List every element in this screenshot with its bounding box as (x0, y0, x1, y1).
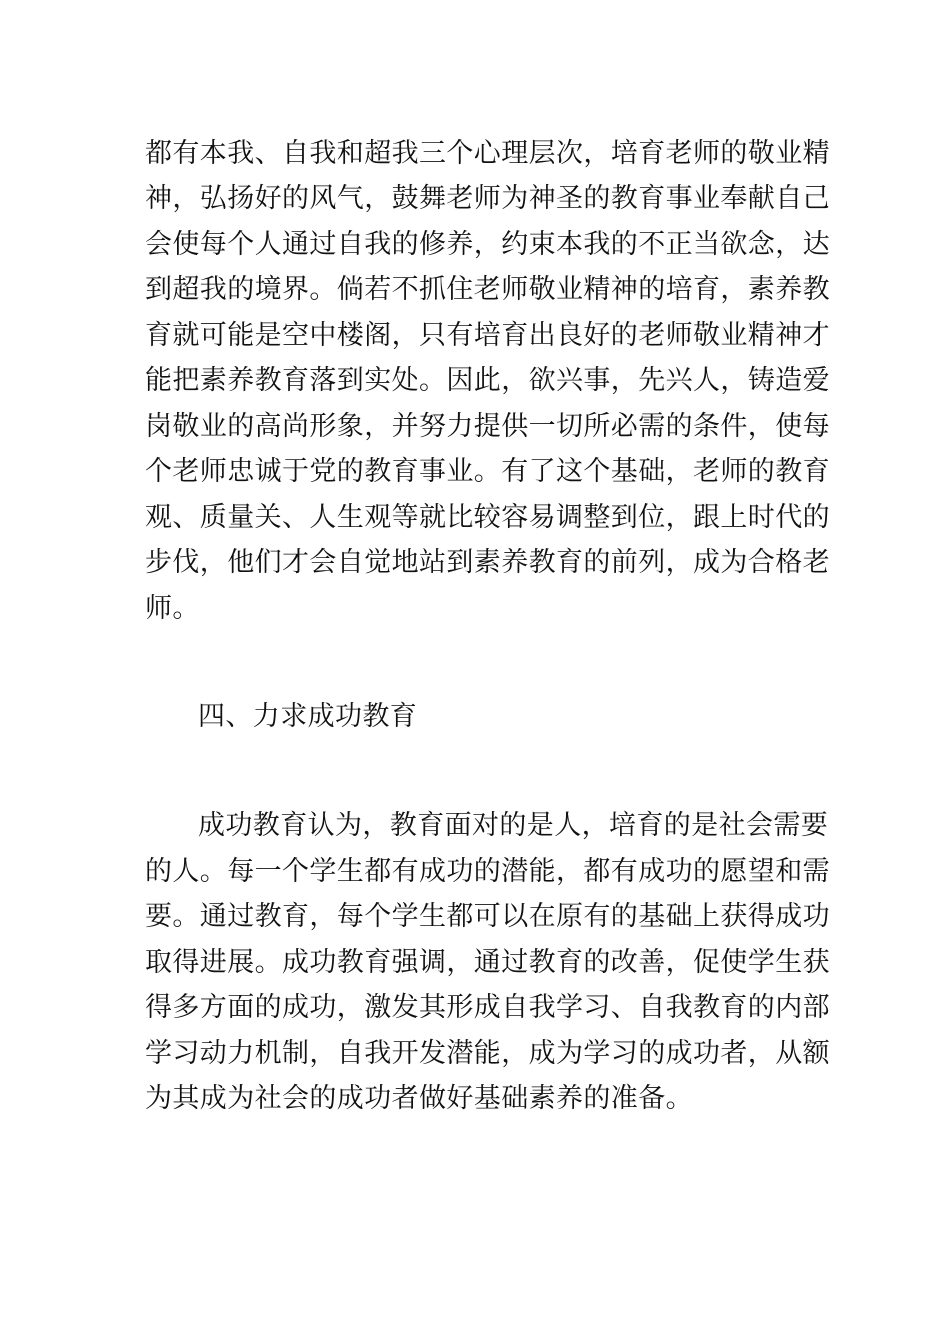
paragraph-line: 成功教育认为，教育面对的是人，培育的是社会需要 (198, 810, 829, 841)
paragraph-line: 的人。每一个学生都有成功的潜能，都有成功的愿望和需 (145, 856, 830, 887)
paragraph-line: 学习动力机制，自我开发潜能，成为学习的成功者，从额 (145, 1038, 830, 1069)
paragraph-line: 会使每个人通过自我的修养，约束本我的不正当欲念，达 (145, 229, 830, 260)
paragraph-line: 能把素养教育落到实处。因此，欲兴事，先兴人，铸造爱 (145, 365, 830, 396)
paragraph-line: 师。 (145, 593, 200, 624)
paragraph-line: 为其成为社会的成功者做好基础素养的准备。 (145, 1083, 693, 1114)
paragraph-line: 取得进展。成功教育强调，通过教育的改善，促使学生获 (145, 947, 830, 978)
paragraph-line: 个老师忠诚于党的教育事业。有了这个基础，老师的教育 (145, 456, 830, 487)
paragraph-line: 要。通过教育，每个学生都可以在原有的基础上获得成功 (145, 901, 830, 932)
paragraph-line: 育就可能是空中楼阁，只有培育出良好的老师敬业精神才 (145, 320, 830, 351)
paragraph-line: 步伐，他们才会自觉地站到素养教育的前列，成为合格老 (145, 547, 830, 578)
paragraph-line: 观、质量关、人生观等就比较容易调整到位，跟上时代的 (145, 502, 830, 533)
paragraph-line: 岗敬业的高尚形象，并努力提供一切所必需的条件，使每 (145, 411, 830, 442)
section-heading: 四、力求成功教育 (198, 701, 418, 732)
paragraph-line: 都有本我、自我和超我三个心理层次，培育老师的敬业精 (145, 138, 830, 169)
paragraph-line: 到超我的境界。倘若不抓住老师敬业精神的培育，素养教 (145, 274, 830, 305)
paragraph-line: 神，弘扬好的风气，鼓舞老师为神圣的教育事业奉献自己 (145, 183, 830, 214)
paragraph-line: 得多方面的成功，激发其形成自我学习、自我教育的内部 (145, 992, 830, 1023)
